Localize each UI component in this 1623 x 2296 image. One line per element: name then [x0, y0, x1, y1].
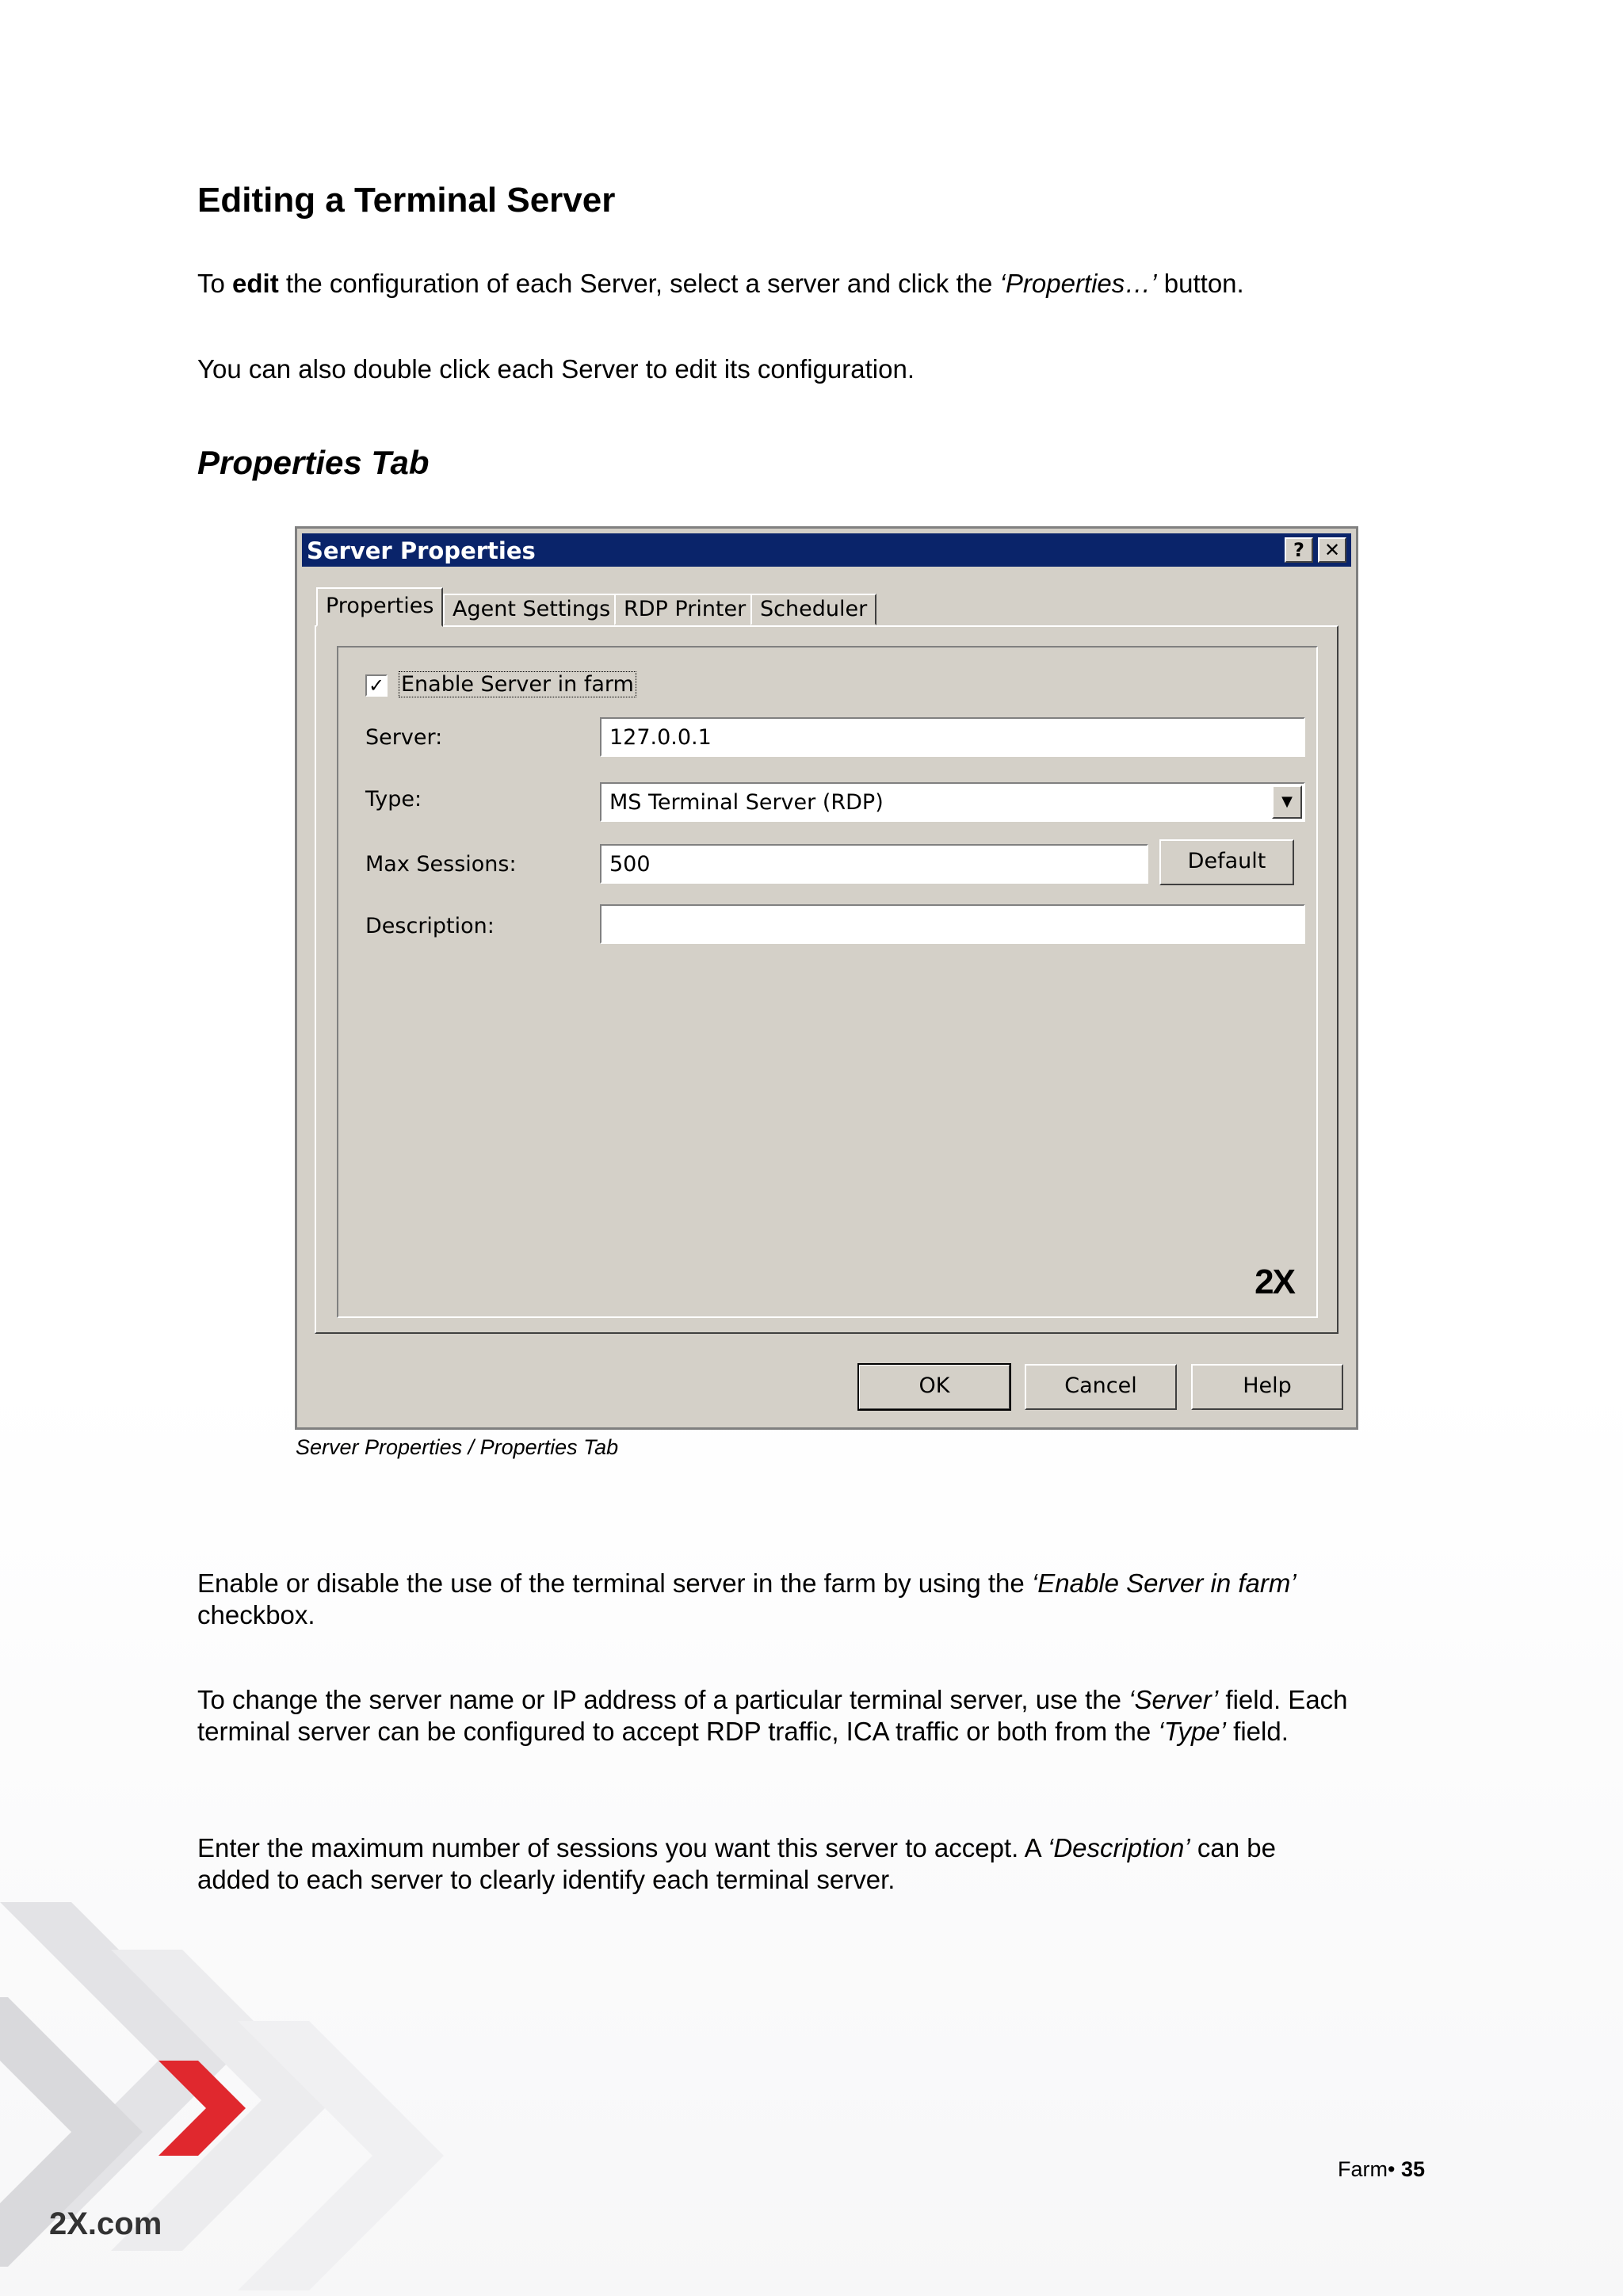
help-icon[interactable]: ?: [1285, 537, 1313, 563]
type-label: Type:: [365, 787, 422, 812]
text-run: field. Each terminal server can be configured to accept RDP traffic, ICA traffic or both from the: [197, 1685, 1348, 1746]
text-run: Enable or disable the use of the terminal server in the farm by using the: [197, 1568, 1032, 1598]
section-subheading: Properties Tab: [197, 444, 430, 481]
text-run: button.: [1156, 269, 1244, 298]
properties-tab-panel: [315, 625, 1338, 1334]
text-run: field.: [1225, 1717, 1289, 1746]
properties-groupbox: [337, 646, 1318, 1318]
intro-paragraph-1: [197, 268, 1354, 300]
text-run: can be added to each server to clearly identify each terminal server.: [197, 1833, 1276, 1894]
text-run-bold: edit: [232, 269, 279, 298]
text-run-italic: ‘Server’: [1128, 1685, 1219, 1714]
tab-properties[interactable]: Properties: [316, 587, 443, 627]
text-run: To: [197, 269, 233, 298]
text-run-italic: ‘Properties…’: [999, 269, 1157, 298]
company-logo: [49, 2206, 162, 2242]
enable-server-checkbox[interactable]: ✓: [365, 674, 388, 697]
body-paragraph-1: [197, 1568, 1354, 1631]
company-logo-text: 2X.com: [49, 2206, 162, 2241]
max-sessions-label: Max Sessions:: [365, 852, 517, 877]
server-label: Server:: [365, 725, 443, 750]
description-label: Description:: [365, 914, 495, 938]
text-run: To change the server name or IP address of a particular terminal server, use the: [197, 1685, 1129, 1714]
figure-caption: Server Properties / Properties Tab: [296, 1435, 619, 1459]
footer-section: Farm: [1338, 2157, 1388, 2181]
tab-agent-settings[interactable]: Agent Settings: [443, 594, 620, 625]
body-paragraph-3: [197, 1832, 1354, 1896]
2x-logo-text: 2X: [1254, 1263, 1294, 1301]
type-select[interactable]: [600, 782, 1305, 822]
max-sessions-input[interactable]: 500: [600, 844, 1148, 884]
cancel-button[interactable]: Cancel: [1025, 1364, 1177, 1410]
default-button[interactable]: Default: [1159, 839, 1294, 885]
ok-button[interactable]: OK: [858, 1364, 1010, 1410]
text-run-italic: ‘Enable Server in farm’: [1031, 1568, 1296, 1598]
text-run: the configuration of each Server, select a server and click the: [278, 269, 1000, 298]
enable-server-label[interactable]: Enable Server in farm: [399, 671, 636, 697]
text-run-italic: ‘Description’: [1047, 1833, 1190, 1862]
close-icon[interactable]: ✕: [1318, 537, 1346, 563]
intro-paragraph-2: You can also double click each Server to edit its configuration.: [197, 354, 915, 384]
text-run-italic: ‘Type’: [1158, 1717, 1226, 1746]
help-button[interactable]: Help: [1191, 1364, 1343, 1410]
tab-rdp-printer[interactable]: RDP Printer: [614, 594, 755, 625]
tab-scheduler[interactable]: Scheduler: [750, 594, 876, 625]
server-input[interactable]: 127.0.0.1: [600, 717, 1305, 757]
text-run: checkbox.: [197, 1600, 315, 1629]
description-input[interactable]: [600, 904, 1305, 944]
body-paragraph-2: [197, 1684, 1354, 1748]
dialog-titlebar: [302, 533, 1351, 567]
text-run: Enter the maximum number of sessions you want this server to accept. A: [197, 1833, 1048, 1862]
page-title: Editing a Terminal Server: [197, 181, 616, 220]
server-properties-dialog: [295, 526, 1358, 1430]
dialog-title: Server Properties: [307, 537, 536, 564]
2x-logo: [1254, 1263, 1294, 1302]
chevron-down-icon[interactable]: ▼: [1272, 785, 1302, 819]
footer-bullet: •: [1388, 2157, 1396, 2181]
page-footer: [1338, 2157, 1425, 2182]
page-number: 35: [1400, 2157, 1426, 2181]
type-select-value: MS Terminal Server (RDP): [609, 790, 884, 815]
